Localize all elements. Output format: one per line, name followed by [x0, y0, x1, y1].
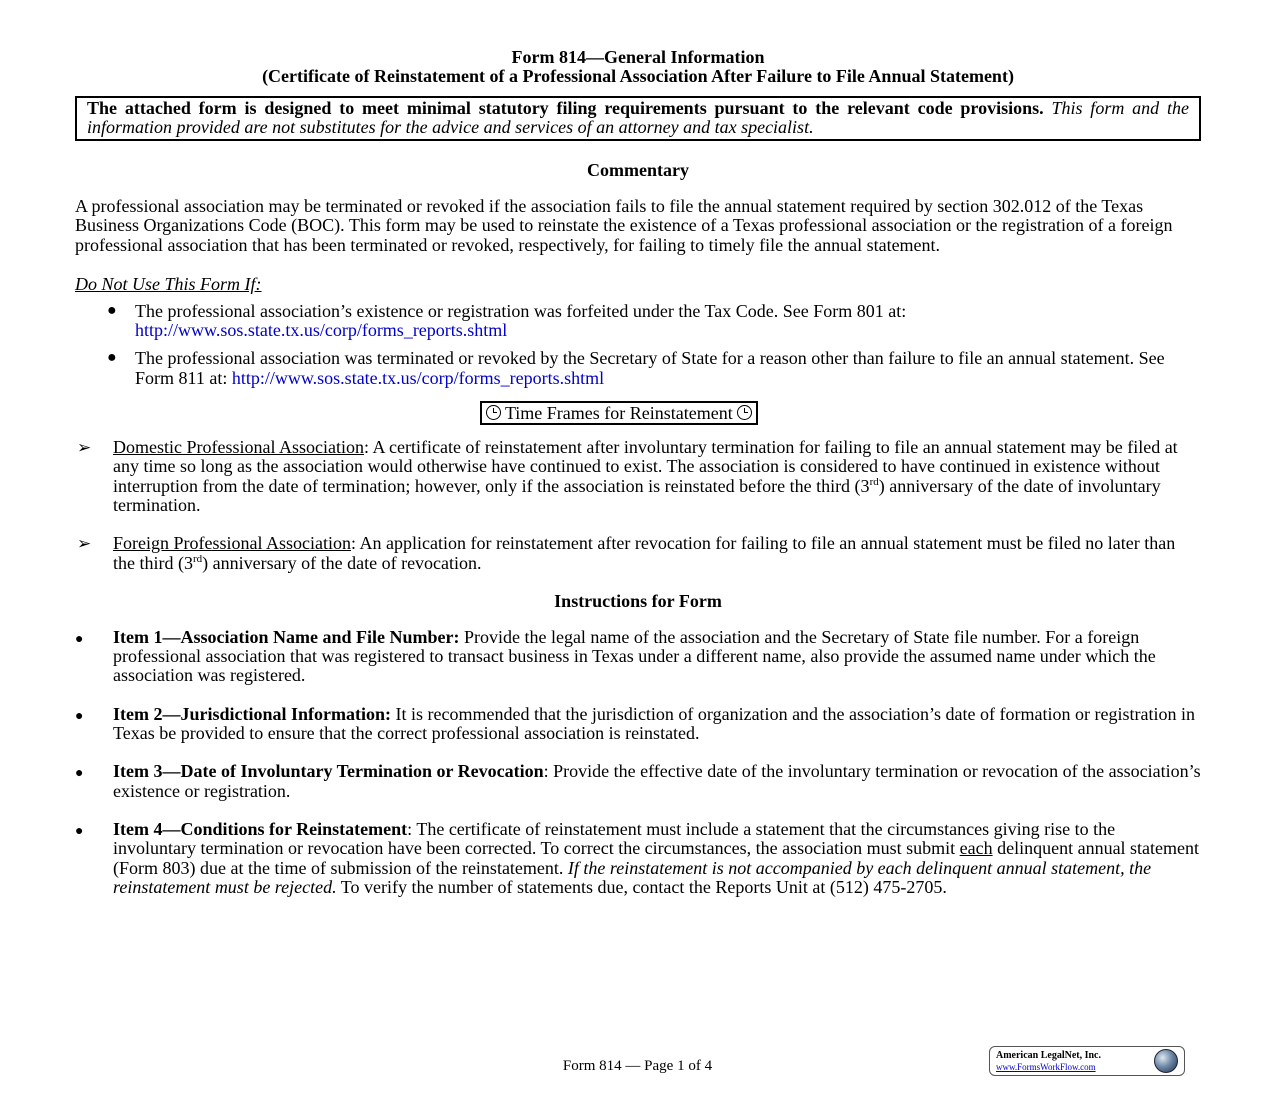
time-frames-heading-box	[480, 401, 759, 425]
forms-link[interactable]: http://www.sos.state.tx.us/corp/forms_reports.shtml	[135, 320, 508, 341]
page-footer: Form 814 — Page 1 of 4	[562, 1058, 713, 1074]
instructions-list	[75, 628, 1201, 897]
arrow-bullet-icon: ➢	[77, 438, 92, 458]
form-title-line1: Form 814—General Information	[511, 47, 765, 67]
list-item	[75, 762, 1201, 801]
foreign-text: : An application for reinstatement after revocation for failing to file an annual statement must be filed no later than the third (3	[113, 533, 1176, 573]
disclaimer-bold: The attached form is designed to meet minimal statutory filing requirements pursuant to the relevant code provisions.	[87, 98, 1044, 118]
item-text: Provide the legal name of the association and the Secretary of State file number. For a foreign professional association that was registered to transact business in Texas under a different name, also provide the assumed name under which the association was registered.	[113, 626, 1156, 686]
list-item-text: The professional association’s existence or registration was forfeited under the Tax Code. See Form 801 at:	[135, 300, 907, 321]
document-page	[75, 48, 1201, 916]
instructions-heading: Instructions for Form	[554, 590, 722, 611]
item-text: : Provide the effective date of the involuntary termination or revocation of the association’s existence or registration.	[113, 761, 1201, 801]
foreign-label: Foreign Professional Association	[113, 533, 351, 554]
commentary-paragraph: A professional association may be terminated or revoked if the association fails to file the annual statement required by section 302.012 of the Texas Business Organizations Code (BOC). This form may be used to reinstate the existence of a Texas professional association or the registration of a foreign professional association that has been terminated or revoked, respectively, for failing to timely file the annual statement.	[75, 196, 1173, 255]
bullet-icon: ●	[75, 823, 84, 839]
disclaimer-italic: This form and the information provided are not substitutes for the advice and services of an attorney and tax specialist.	[87, 98, 1189, 137]
form-title-line2: (Certificate of Reinstatement of a Professional Association After Failure to File Annual Statement)	[262, 66, 1014, 86]
list-item	[75, 534, 1201, 573]
domestic-text-end: ) anniversary of the date of involuntary termination.	[113, 475, 1161, 515]
domestic-label: Domestic Professional Association	[113, 437, 364, 458]
list-item	[75, 438, 1201, 515]
superscript: rd	[869, 475, 879, 488]
item-heading: Item 4—Conditions for Reinstatement	[113, 818, 408, 839]
globe-icon	[1154, 1049, 1178, 1073]
logo-url[interactable]: www.FormsWorkFlow.com	[996, 1062, 1096, 1072]
bullet-icon: ●	[107, 301, 117, 319]
commentary-heading: Commentary	[587, 160, 689, 180]
bullet-icon: ●	[75, 631, 84, 647]
time-frames-list	[75, 438, 1201, 573]
item-text: It is recommended that the jurisdiction of organization and the association’s date of formation or registration in Texas be provided to ensure that the correct professional association is reinstated.	[113, 703, 1195, 744]
list-item	[75, 302, 1201, 341]
do-not-use-heading: Do Not Use This Form If:	[75, 273, 262, 294]
item-heading: Item 3—Date of Involuntary Termination or Revocation	[113, 761, 544, 782]
item-text: : The certificate of reinstatement must include a statement that the circumstances giving rise to the involuntary termination or revocation have been corrected. To correct the circumstances, the association must submit	[113, 818, 1116, 859]
bullet-icon: ●	[107, 349, 117, 367]
arrow-bullet-icon: ➢	[77, 534, 92, 554]
list-item	[75, 705, 1201, 744]
list-item	[75, 628, 1201, 686]
logo-name: American LegalNet, Inc.	[996, 1050, 1101, 1061]
item-text-underlined: each	[959, 838, 993, 859]
item-heading: Item 1—Association Name and File Number:	[113, 626, 460, 647]
time-frames-heading: Time Frames for Reinstatement	[504, 403, 733, 424]
do-not-use-list	[75, 302, 1201, 388]
clock-icon	[486, 405, 501, 420]
clock-icon	[737, 405, 752, 420]
bullet-icon: ●	[75, 708, 84, 724]
item-text: To verify the number of statements due, contact the Reports Unit at (512) 475-2705.	[336, 876, 947, 897]
form-title	[75, 48, 1201, 86]
list-item	[75, 349, 1201, 388]
item-text-italic: If the reinstatement is not accompanied by each delinquent annual statement, the reinstatement must be rejected.	[113, 857, 1152, 897]
domestic-text: : A certificate of reinstatement after involuntary termination for failing to file an annual statement may be filed at any time so long as the association would otherwise have continued to exist. The association is considered to have continued in existence without interruption from the date of termination; however, only if the association is reinstated before the third (3	[113, 437, 1178, 496]
american-legalnet-logo[interactable]	[989, 1046, 1185, 1076]
disclaimer-box	[75, 96, 1201, 141]
forms-link[interactable]: http://www.sos.state.tx.us/corp/forms_reports.shtml	[231, 367, 605, 388]
item-text: delinquent annual statement (Form 803) due at the time of submission of the reinstatement.	[113, 838, 1200, 878]
bullet-icon: ●	[75, 766, 84, 782]
item-heading: Item 2—Jurisdictional Information:	[113, 703, 391, 724]
foreign-text-end: ) anniversary of the date of revocation.	[202, 552, 482, 573]
superscript: rd	[192, 552, 203, 565]
list-item	[75, 820, 1201, 897]
list-item-text: The professional association was terminated or revoked by the Secretary of State for a reason other than failure to file an annual statement. See Form 811 at:	[135, 348, 1165, 388]
